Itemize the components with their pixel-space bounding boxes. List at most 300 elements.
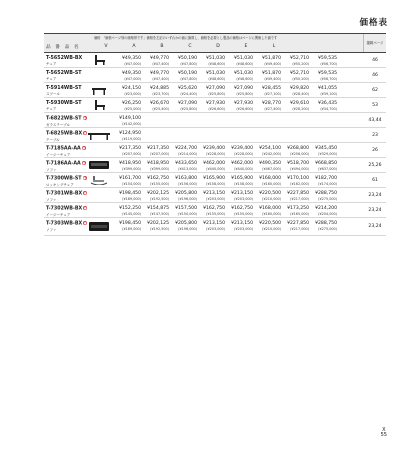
price-incl-tax: ¥220,500 — [259, 221, 281, 226]
new-item-badge: ● — [82, 161, 86, 165]
price-incl-tax: ¥27,090 — [178, 101, 197, 106]
header-grade-grid — [92, 34, 363, 52]
price-incl-tax: ¥24,150 — [122, 86, 141, 91]
price-cell — [310, 56, 338, 67]
product-category: ソファ — [46, 167, 57, 172]
price-excl-tax: (¥160,000) — [262, 212, 281, 216]
price-excl-tax: (¥242,000) — [262, 152, 281, 156]
product-code: T-5652WB-ST — [46, 71, 82, 76]
price-incl-tax: ¥26,250 — [122, 101, 141, 106]
price-incl-tax: ¥518,700 — [287, 161, 309, 166]
price-cell — [198, 146, 226, 157]
sofa2-thumbnail-icon — [88, 222, 110, 232]
footer-letter: X — [382, 427, 386, 433]
price-excl-tax: (¥47,400) — [152, 77, 169, 81]
price-cell — [282, 176, 310, 187]
price-incl-tax: ¥198,450 — [119, 221, 141, 226]
price-cell — [142, 146, 170, 157]
price-incl-tax: ¥49,350 — [122, 56, 141, 61]
price-excl-tax: (¥217,000) — [290, 197, 309, 201]
price-incl-tax: ¥170,100 — [287, 176, 309, 181]
price-incl-tax: ¥124,950 — [119, 131, 141, 136]
price-cell — [282, 116, 310, 127]
price-excl-tax: (¥637,000) — [318, 167, 337, 171]
price-cell — [114, 56, 142, 67]
new-item-badge: ● — [83, 206, 87, 210]
price-excl-tax: (¥26,600) — [208, 107, 225, 111]
price-incl-tax: ¥59,535 — [318, 71, 337, 76]
price-excl-tax: (¥203,000) — [206, 197, 225, 201]
price-excl-tax: (¥47,400) — [152, 62, 169, 66]
price-excl-tax: (¥142,000) — [122, 122, 141, 126]
price-incl-tax: ¥220,500 — [259, 191, 281, 196]
price-excl-tax: (¥192,500) — [150, 227, 169, 231]
price-cells — [92, 83, 364, 97]
price-incl-tax: ¥51,030 — [206, 56, 225, 61]
price-cell — [142, 116, 170, 127]
price-excl-tax: (¥196,000) — [178, 197, 197, 201]
price-cell — [254, 116, 282, 127]
price-incl-tax: ¥224,700 — [175, 146, 197, 151]
price-incl-tax: ¥50,190 — [178, 56, 197, 61]
price-excl-tax: (¥50,200) — [292, 62, 309, 66]
grade-header: L — [272, 44, 276, 49]
price-cells — [92, 143, 364, 157]
product-cell — [44, 113, 92, 127]
catalog-page: 23,24 — [368, 207, 382, 213]
product-cell — [44, 143, 92, 157]
price-incl-tax: ¥28,455 — [262, 86, 281, 91]
price-excl-tax: (¥210,000) — [262, 197, 281, 201]
price-cells — [92, 128, 364, 142]
price-cell — [310, 221, 338, 235]
price-cell — [142, 86, 170, 97]
price-excl-tax: (¥25,800) — [208, 92, 225, 96]
chair-thumbnail-icon — [88, 100, 110, 110]
price-cell — [114, 221, 142, 235]
price-cell — [282, 206, 310, 217]
price-cell — [310, 176, 338, 187]
product-category: チェア — [46, 107, 57, 111]
price-incl-tax: ¥462,000 — [203, 161, 225, 166]
price-cell — [170, 191, 198, 202]
table-row — [44, 113, 386, 128]
price-cell — [114, 191, 142, 202]
catalog-page: 43,44 — [368, 117, 382, 123]
new-item-badge: ● — [83, 131, 87, 135]
new-item-badge: ● — [83, 221, 87, 225]
price-cell — [310, 71, 338, 82]
table-row — [44, 98, 386, 113]
price-incl-tax: ¥29,610 — [290, 101, 309, 106]
price-excl-tax: (¥160,000) — [262, 182, 281, 186]
price-incl-tax: ¥168,000 — [259, 206, 281, 211]
price-incl-tax: ¥59,535 — [318, 56, 337, 61]
price-cell — [282, 191, 310, 202]
price-cells — [92, 173, 364, 187]
price-cell — [114, 131, 142, 142]
price-cell — [142, 71, 170, 82]
price-incl-tax: ¥217,350 — [119, 146, 141, 151]
product-code: T-5914WB-ST — [46, 86, 82, 91]
product-cell — [44, 68, 92, 82]
price-excl-tax: (¥399,000) — [150, 167, 169, 171]
price-cells — [92, 218, 364, 235]
price-cell — [198, 101, 226, 112]
price-cell — [170, 161, 198, 172]
price-excl-tax: (¥217,000) — [290, 227, 309, 231]
price-incl-tax: ¥173,250 — [287, 206, 309, 211]
product-category: チェア — [46, 62, 57, 66]
price-cell — [310, 191, 338, 202]
price-cell — [310, 161, 338, 172]
product-category: テーブル — [46, 137, 60, 142]
price-excl-tax: (¥48,600) — [208, 62, 225, 66]
price-incl-tax: ¥462,000 — [231, 161, 253, 166]
price-cell — [226, 206, 254, 217]
price-excl-tax: (¥204,000) — [318, 212, 337, 216]
product-category: ソファ — [46, 227, 57, 232]
product-code: T-7301WB-BX ● — [46, 191, 87, 197]
price-excl-tax: (¥119,000) — [122, 137, 141, 141]
price-incl-tax: ¥36,435 — [318, 101, 337, 106]
price-cell — [254, 221, 282, 235]
product-code: T-7186AA-AA ● — [46, 161, 86, 167]
price-cell — [282, 146, 310, 157]
price-cell — [198, 56, 226, 67]
price-incl-tax: ¥51,870 — [262, 56, 281, 61]
price-excl-tax: (¥203,000) — [234, 227, 253, 231]
price-excl-tax: (¥162,000) — [290, 182, 309, 186]
price-cell — [114, 206, 142, 217]
price-cell — [198, 71, 226, 82]
product-code: T-5652WB-BX — [46, 56, 83, 61]
price-incl-tax: ¥162,750 — [231, 206, 253, 211]
price-cell — [198, 161, 226, 172]
stool-thumbnail-icon — [88, 85, 110, 95]
price-excl-tax: (¥275,000) — [318, 197, 337, 201]
page-title: 価格表 — [359, 18, 388, 28]
catalog-page: 26 — [372, 147, 378, 153]
price-cell — [310, 86, 338, 97]
price-cell — [310, 131, 338, 142]
price-excl-tax: (¥48,600) — [208, 77, 225, 81]
price-excl-tax: (¥26,600) — [236, 107, 253, 111]
price-cell — [142, 221, 170, 235]
price-cells — [92, 203, 364, 217]
price-incl-tax: ¥268,800 — [287, 146, 309, 151]
price-cell — [282, 71, 310, 82]
price-cell — [142, 176, 170, 187]
price-excl-tax: (¥158,000) — [234, 182, 253, 186]
price-excl-tax: (¥56,700) — [320, 77, 337, 81]
price-cell — [254, 176, 282, 187]
sofa-thumbnail-icon — [88, 160, 110, 170]
price-excl-tax: (¥158,000) — [206, 182, 225, 186]
price-incl-tax: ¥205,800 — [175, 191, 197, 196]
catalog-page: 61 — [372, 177, 378, 183]
price-excl-tax: (¥49,400) — [264, 62, 281, 66]
price-cell — [226, 71, 254, 82]
price-cells — [92, 53, 364, 67]
price-cell — [170, 206, 198, 217]
price-excl-tax: (¥27,400) — [264, 107, 281, 111]
price-cell — [198, 86, 226, 97]
price-excl-tax: (¥154,000) — [122, 182, 141, 186]
price-excl-tax: (¥203,000) — [206, 227, 225, 231]
catalog-page: 23,24 — [368, 224, 382, 229]
price-incl-tax: ¥202,125 — [147, 191, 169, 196]
product-category: ガラステーブル — [46, 122, 71, 127]
price-cell — [226, 146, 254, 157]
table-row — [44, 53, 386, 68]
price-excl-tax: (¥50,200) — [292, 77, 309, 81]
price-excl-tax: (¥210,000) — [262, 227, 281, 231]
product-category: ソファ — [46, 197, 57, 202]
price-incl-tax: ¥52,710 — [290, 56, 309, 61]
price-incl-tax: ¥24,885 — [150, 86, 169, 91]
price-cell — [254, 101, 282, 112]
price-excl-tax: (¥203,000) — [234, 197, 253, 201]
price-cell — [254, 191, 282, 202]
price-excl-tax: (¥24,400) — [180, 92, 197, 96]
product-cell — [44, 83, 92, 97]
price-cell — [142, 206, 170, 217]
price-incl-tax: ¥27,930 — [234, 101, 253, 106]
price-incl-tax: ¥668,850 — [315, 161, 337, 166]
price-cells — [92, 98, 364, 112]
price-incl-tax: ¥52,710 — [290, 71, 309, 76]
price-excl-tax: (¥47,000) — [124, 77, 141, 81]
price-excl-tax: (¥275,000) — [318, 227, 337, 231]
product-category: ロッキングチェア — [46, 182, 74, 187]
price-cell — [198, 221, 226, 235]
price-incl-tax: ¥239,400 — [231, 146, 253, 151]
price-cell — [198, 206, 226, 217]
table-row — [44, 203, 386, 218]
price-incl-tax: ¥49,350 — [122, 71, 141, 76]
price-cell — [198, 116, 226, 127]
price-excl-tax: (¥207,000) — [122, 152, 141, 156]
product-cell — [44, 53, 92, 67]
price-cell — [254, 206, 282, 217]
price-excl-tax: (¥48,600) — [236, 77, 253, 81]
product-code: T-7185AA-AA ● — [46, 146, 86, 152]
price-cell — [170, 221, 198, 235]
rocking-thumbnail-icon — [88, 175, 110, 185]
grade-header: E — [244, 44, 248, 49]
price-excl-tax: (¥147,500) — [150, 212, 169, 216]
price-incl-tax: ¥162,750 — [203, 206, 225, 211]
price-cell — [282, 86, 310, 97]
price-excl-tax: (¥214,000) — [178, 152, 197, 156]
price-cell — [282, 161, 310, 172]
product-code: T-7303WB-BX ● — [46, 221, 87, 227]
catalog-page: 46 — [372, 57, 378, 63]
price-excl-tax: (¥28,400) — [292, 92, 309, 96]
catalog-page: 25,26 — [368, 162, 382, 168]
header-grades — [92, 42, 363, 52]
price-excl-tax: (¥494,000) — [290, 167, 309, 171]
price-incl-tax: ¥217,350 — [147, 146, 169, 151]
price-cell — [114, 146, 142, 157]
price-incl-tax: ¥165,900 — [231, 176, 253, 181]
footer-index — [381, 428, 387, 438]
grade-header: B — [160, 44, 164, 49]
price-cell — [142, 191, 170, 202]
price-incl-tax: ¥288,750 — [315, 191, 337, 196]
price-cell — [142, 56, 170, 67]
price-excl-tax: (¥23,000) — [124, 92, 141, 96]
grade-header: A — [132, 44, 136, 49]
price-excl-tax: (¥47,800) — [180, 77, 197, 81]
price-incl-tax: ¥213,150 — [203, 221, 225, 226]
price-incl-tax: ¥152,250 — [119, 206, 141, 211]
price-excl-tax: (¥48,600) — [236, 62, 253, 66]
price-cell — [226, 191, 254, 202]
price-cell — [114, 176, 142, 187]
price-incl-tax: ¥168,000 — [259, 176, 281, 181]
price-excl-tax: (¥145,000) — [122, 212, 141, 216]
price-cell — [170, 86, 198, 97]
product-cell — [44, 188, 92, 202]
price-incl-tax: ¥288,750 — [315, 221, 337, 226]
price-incl-tax: ¥50,190 — [178, 71, 197, 76]
price-cell — [170, 131, 198, 142]
catalog-page: 23,24 — [368, 192, 382, 198]
price-incl-tax: ¥205,800 — [175, 221, 197, 226]
new-item-badge: ● — [83, 191, 87, 195]
header-name-cell — [44, 34, 92, 52]
product-code: T-6822WB-ST ● — [46, 116, 86, 122]
price-incl-tax: ¥227,850 — [287, 191, 309, 196]
price-excl-tax: (¥196,000) — [178, 227, 197, 231]
price-incl-tax: ¥51,030 — [234, 56, 253, 61]
price-excl-tax: (¥47,800) — [180, 62, 197, 66]
price-incl-tax: ¥214,200 — [315, 206, 337, 211]
product-cell — [44, 98, 92, 112]
price-cell — [254, 161, 282, 172]
product-cell — [44, 158, 92, 172]
price-excl-tax: (¥399,000) — [122, 167, 141, 171]
price-cell — [226, 116, 254, 127]
new-item-badge: ● — [83, 176, 86, 180]
product-cell — [44, 218, 92, 235]
price-incl-tax: ¥490,350 — [259, 161, 281, 166]
grade-header: D — [216, 44, 220, 49]
price-incl-tax: ¥27,090 — [234, 86, 253, 91]
price-cell — [254, 131, 282, 142]
price-cell — [198, 131, 226, 142]
price-cell — [198, 191, 226, 202]
price-cell — [142, 101, 170, 112]
price-incl-tax: ¥345,450 — [315, 146, 337, 151]
header-code-label: 品 番 — [46, 45, 60, 50]
price-incl-tax: ¥27,930 — [206, 101, 225, 106]
price-cell — [254, 56, 282, 67]
product-cell — [44, 128, 92, 142]
price-incl-tax: ¥49,770 — [150, 56, 169, 61]
price-incl-tax: ¥254,100 — [259, 146, 281, 151]
header-product-label: 品 名 — [64, 45, 79, 50]
product-category: チェア — [46, 77, 57, 81]
price-incl-tax: ¥26,670 — [150, 101, 169, 106]
price-table — [44, 33, 386, 236]
price-excl-tax: (¥34,700) — [320, 107, 337, 111]
product-code: T-5930WB-ST — [46, 101, 82, 106]
price-excl-tax: (¥440,000) — [206, 167, 225, 171]
price-excl-tax: (¥47,000) — [124, 62, 141, 66]
product-code: T-7300WB-ST ● — [46, 176, 86, 182]
table-header — [44, 33, 386, 53]
catalog-page: 62 — [372, 87, 378, 93]
product-cell — [44, 203, 92, 217]
price-cell — [170, 116, 198, 127]
price-cell — [282, 221, 310, 235]
price-incl-tax: ¥213,150 — [203, 191, 225, 196]
price-incl-tax: ¥165,900 — [203, 176, 225, 181]
catalog-page: 46 — [372, 72, 378, 78]
price-excl-tax: (¥56,700) — [320, 62, 337, 66]
price-incl-tax: ¥157,500 — [175, 206, 197, 211]
header-price-note: 価格 「価格ページ別の価格帯です」価格を左記のいずれかの値に換算し、価格を必要とし製品の価格はページに関係した値です — [94, 36, 278, 40]
price-incl-tax: ¥162,750 — [147, 176, 169, 181]
price-cell — [226, 101, 254, 112]
price-excl-tax: (¥440,000) — [234, 167, 253, 171]
price-excl-tax: (¥25,400) — [152, 107, 169, 111]
price-cell — [282, 56, 310, 67]
price-incl-tax: ¥227,850 — [287, 221, 309, 226]
price-incl-tax: ¥202,125 — [147, 221, 169, 226]
product-cell — [44, 173, 92, 187]
price-cell — [114, 161, 142, 172]
price-cell — [226, 176, 254, 187]
table-row — [44, 188, 386, 203]
table-thumbnail-icon — [88, 130, 110, 140]
price-cell — [226, 221, 254, 235]
price-incl-tax: ¥433,650 — [175, 161, 197, 166]
price-excl-tax: (¥156,000) — [178, 182, 197, 186]
price-excl-tax: (¥25,800) — [180, 107, 197, 111]
price-cells — [92, 188, 364, 202]
price-excl-tax: (¥155,000) — [206, 212, 225, 216]
price-excl-tax: (¥207,000) — [150, 152, 169, 156]
price-cells — [92, 68, 364, 82]
price-cell — [142, 161, 170, 172]
price-excl-tax: (¥189,000) — [122, 197, 141, 201]
price-excl-tax: (¥413,000) — [178, 167, 197, 171]
price-excl-tax: (¥192,500) — [150, 197, 169, 201]
price-incl-tax: ¥51,870 — [262, 71, 281, 76]
price-cell — [254, 146, 282, 157]
price-incl-tax: ¥49,770 — [150, 71, 169, 76]
price-cell — [170, 101, 198, 112]
price-cell — [114, 86, 142, 97]
table-row — [44, 68, 386, 83]
table-row — [44, 158, 386, 173]
price-cell — [282, 131, 310, 142]
new-item-badge: ● — [82, 146, 86, 150]
price-cell — [254, 71, 282, 82]
price-cell — [114, 101, 142, 112]
price-cell — [310, 206, 338, 217]
price-excl-tax: (¥228,000) — [234, 152, 253, 156]
price-cell — [170, 146, 198, 157]
header-page-label: 掲載ページ — [363, 34, 386, 52]
price-incl-tax: ¥161,700 — [119, 176, 141, 181]
price-excl-tax: (¥25,800) — [236, 92, 253, 96]
price-incl-tax: ¥154,875 — [147, 206, 169, 211]
